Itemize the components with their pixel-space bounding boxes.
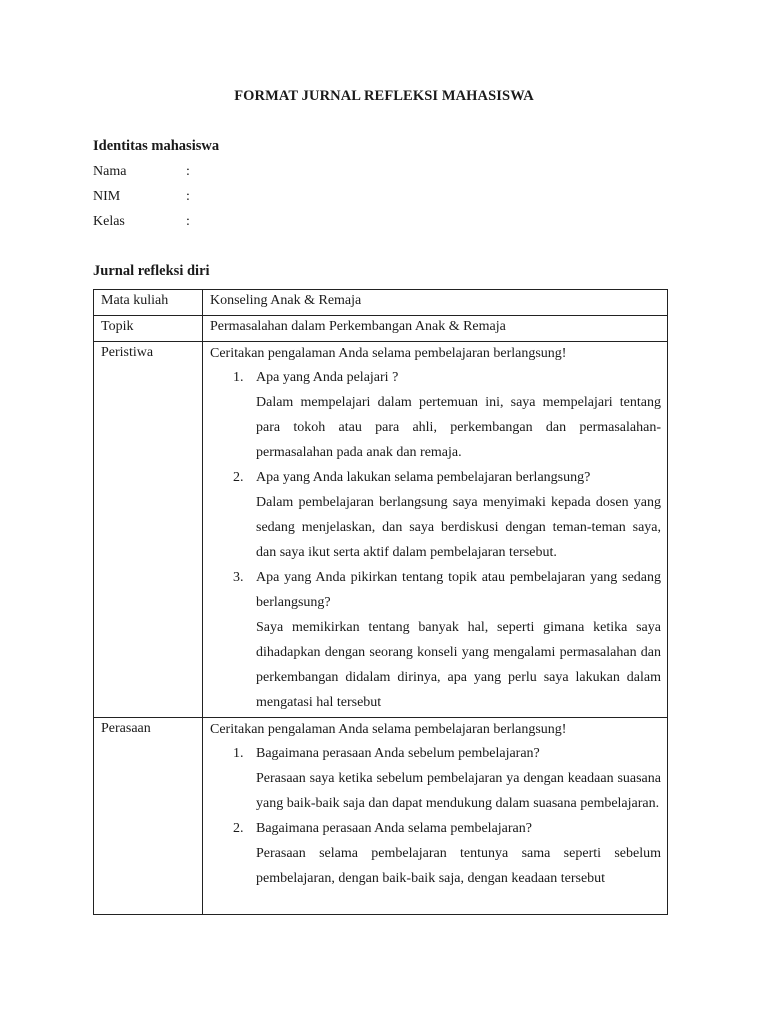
table-row-perasaan (94, 718, 668, 915)
row-key: Peristiwa (94, 342, 203, 718)
item-number: 1. (233, 746, 244, 761)
item-answer: Dalam mempelajari dalam pertemuan ini, saya mempelajari tentang para tokoh atau para ahli, perkembangan dan permasalahan-permasalahan pada anak dan remaja. (256, 395, 661, 460)
item-question: Apa yang Anda lakukan selama pembelajaran berlangsung? (256, 470, 591, 485)
journal-heading: Jurnal refleksi diri (93, 263, 210, 279)
list-item (210, 565, 661, 715)
cell-lead-text: Ceritakan pengalaman Anda selama pembelajaran berlangsung! (210, 346, 567, 361)
row-value (203, 718, 668, 915)
item-question: Apa yang Anda pikirkan tentang topik atau pembelajaran yang sedang berlangsung? (256, 570, 661, 610)
identity-separator: : (186, 189, 190, 204)
item-number: 3. (233, 570, 244, 585)
row-value (203, 342, 668, 718)
table-row (94, 290, 668, 316)
question-list (210, 741, 661, 891)
table-row (94, 316, 668, 342)
identity-label: Kelas (93, 214, 125, 229)
identity-heading: Identitas mahasiswa (93, 138, 220, 154)
question-list (210, 365, 661, 715)
item-number: 2. (233, 821, 244, 836)
identity-field-nama (93, 163, 190, 181)
cell-lead-text: Ceritakan pengalaman Anda selama pembelajaran berlangsung! (210, 722, 567, 737)
identity-separator: : (186, 164, 190, 179)
identity-field-nim (93, 188, 190, 206)
item-answer: Perasaan selama pembelajaran tentunya sama seperti sebelum pembelajaran, dengan baik-baik saja, dengan keadaan tersebut (256, 846, 661, 886)
identity-separator: : (186, 214, 190, 229)
item-number: 1. (233, 370, 244, 385)
identity-label: Nama (93, 164, 127, 179)
list-item (210, 365, 661, 465)
row-value: Permasalahan dalam Perkembangan Anak & Remaja (203, 316, 668, 342)
item-number: 2. (233, 470, 244, 485)
list-item (210, 465, 661, 565)
table-row-peristiwa (94, 342, 668, 718)
identity-label: NIM (93, 189, 121, 204)
row-key: Topik (94, 316, 203, 342)
row-key: Mata kuliah (94, 290, 203, 316)
row-value: Konseling Anak & Remaja (203, 290, 668, 316)
cell-content-clip (210, 719, 661, 914)
identity-field-kelas (93, 213, 190, 231)
item-question: Apa yang Anda pelajari ? (256, 370, 399, 385)
item-question: Bagaimana perasaan Anda selama pembelajaran? (256, 821, 532, 836)
item-question: Bagaimana perasaan Anda sebelum pembelajaran? (256, 746, 540, 761)
journal-table (93, 289, 668, 915)
document-title: FORMAT JURNAL REFLEKSI MAHASISWA (234, 88, 534, 104)
list-item (210, 741, 661, 816)
item-answer: Dalam pembelajaran berlangsung saya menyimaki kepada dosen yang sedang menjelaskan, dan saya berdiskusi dengan teman-teman saya, dan saya ikut serta aktif dalam pembelajaran tersebut. (256, 495, 661, 560)
row-key: Perasaan (94, 718, 203, 915)
item-answer: Saya memikirkan tentang banyak hal, seperti gimana ketika saya dihadapkan dengan seorang konseli yang mengalami permasalahan dan perkembangan didalam dirinya, apa yang perlu saya lakukan dalam mengatasi hal tersebut (256, 620, 661, 710)
list-item (210, 816, 661, 891)
item-answer: Perasaan saya ketika sebelum pembelajaran ya dengan keadaan suasana yang baik-baik saja dan dapat mendukung dalam suasana pembelajaran. (256, 771, 661, 811)
